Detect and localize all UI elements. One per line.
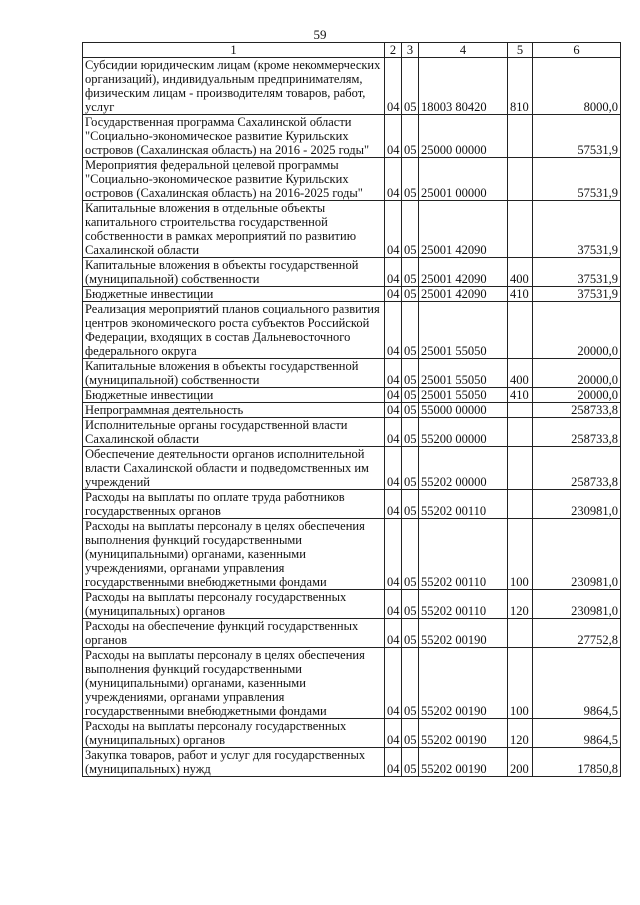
row-subsection-code: 05 <box>402 388 419 403</box>
row-subsection-code: 05 <box>402 58 419 115</box>
row-expense-type-code <box>508 302 533 359</box>
table-row <box>83 258 621 287</box>
row-target-code: 55000 00000 <box>419 403 508 418</box>
row-target-code: 25001 42090 <box>419 201 508 258</box>
row-description: Расходы на выплаты персоналу государственных (муниципальных) органов <box>83 590 385 619</box>
row-description: Капитальные вложения в отдельные объекты капитального строительства государственной собственности в рамках мероприятий по развитию Сахалинской области <box>83 201 385 258</box>
page-number: 59 <box>313 27 327 42</box>
row-section-code: 04 <box>385 403 402 418</box>
row-section-code: 04 <box>385 302 402 359</box>
row-amount: 258733,8 <box>533 418 621 447</box>
row-expense-type-code <box>508 115 533 158</box>
row-description: Бюджетные инвестиции <box>83 388 385 403</box>
table-row <box>83 359 621 388</box>
row-amount: 258733,8 <box>533 447 621 490</box>
row-target-code: 55202 00000 <box>419 447 508 490</box>
row-expense-type-code <box>508 418 533 447</box>
row-expense-type-code <box>508 447 533 490</box>
row-subsection-code: 05 <box>402 403 419 418</box>
row-amount: 230981,0 <box>533 590 621 619</box>
row-amount: 17850,8 <box>533 748 621 777</box>
row-subsection-code: 05 <box>402 359 419 388</box>
row-subsection-code: 05 <box>402 258 419 287</box>
column-header-3: 3 <box>402 43 419 58</box>
row-subsection-code: 05 <box>402 748 419 777</box>
row-subsection-code: 05 <box>402 201 419 258</box>
row-section-code: 04 <box>385 519 402 590</box>
row-expense-type-code: 120 <box>508 590 533 619</box>
row-section-code: 04 <box>385 201 402 258</box>
row-amount: 57531,9 <box>533 115 621 158</box>
row-expense-type-code <box>508 403 533 418</box>
row-target-code: 25000 00000 <box>419 115 508 158</box>
row-description: Непрограммная деятельность <box>83 403 385 418</box>
row-amount: 20000,0 <box>533 388 621 403</box>
table-row <box>83 403 621 418</box>
row-target-code: 25001 55050 <box>419 359 508 388</box>
table-header-row <box>83 43 621 58</box>
row-amount: 230981,0 <box>533 519 621 590</box>
row-section-code: 04 <box>385 590 402 619</box>
row-description: Государственная программа Сахалинской области "Социально-экономическое развитие Курильских островов (Сахалинская область) на 2016 - 2025 годы" <box>83 115 385 158</box>
row-description: Реализация мероприятий планов социального развития центров экономического роста субъектов Российской Федерации, входящих в состав Дальневосточного федерального округа <box>83 302 385 359</box>
row-expense-type-code <box>508 158 533 201</box>
row-section-code: 04 <box>385 359 402 388</box>
row-amount: 37531,9 <box>533 258 621 287</box>
row-section-code: 04 <box>385 115 402 158</box>
row-amount: 57531,9 <box>533 158 621 201</box>
table-row <box>83 490 621 519</box>
table-row <box>83 158 621 201</box>
table-row <box>83 287 621 302</box>
row-expense-type-code: 410 <box>508 388 533 403</box>
row-expense-type-code <box>508 490 533 519</box>
row-target-code: 25001 42090 <box>419 258 508 287</box>
row-expense-type-code: 410 <box>508 287 533 302</box>
row-section-code: 04 <box>385 447 402 490</box>
row-amount: 20000,0 <box>533 302 621 359</box>
row-description: Субсидии юридическим лицам (кроме некоммерческих организаций), индивидуальным предпринимателям, физическим лицам - производителям товаров, работ, услуг <box>83 58 385 115</box>
table-row <box>83 619 621 648</box>
row-description: Мероприятия федеральной целевой программы "Социально-экономическое развитие Курильских островов (Сахалинская область) на 2016-2025 годы" <box>83 158 385 201</box>
row-description: Расходы на выплаты персоналу в целях обеспечения выполнения функций государственными (муниципальными) органами, казенными учреждениями, органами управления государственными внебюджетными фондами <box>83 648 385 719</box>
row-subsection-code: 05 <box>402 619 419 648</box>
row-section-code: 04 <box>385 648 402 719</box>
row-subsection-code: 05 <box>402 158 419 201</box>
table-row <box>83 201 621 258</box>
row-subsection-code: 05 <box>402 302 419 359</box>
row-description: Расходы на выплаты персоналу государственных (муниципальных) органов <box>83 719 385 748</box>
row-expense-type-code: 100 <box>508 519 533 590</box>
row-subsection-code: 05 <box>402 490 419 519</box>
row-target-code: 25001 00000 <box>419 158 508 201</box>
table-row <box>83 302 621 359</box>
row-expense-type-code: 400 <box>508 258 533 287</box>
row-target-code: 25001 42090 <box>419 287 508 302</box>
row-amount: 37531,9 <box>533 287 621 302</box>
table-row <box>83 648 621 719</box>
table-row <box>83 115 621 158</box>
row-section-code: 04 <box>385 619 402 648</box>
row-target-code: 25001 55050 <box>419 302 508 359</box>
column-header-6: 6 <box>533 43 621 58</box>
row-section-code: 04 <box>385 258 402 287</box>
row-subsection-code: 05 <box>402 418 419 447</box>
row-amount: 37531,9 <box>533 201 621 258</box>
table-row <box>83 58 621 115</box>
row-description: Обеспечение деятельности органов исполнительной власти Сахалинской области и подведомственных им учреждений <box>83 447 385 490</box>
row-target-code: 25001 55050 <box>419 388 508 403</box>
row-amount: 27752,8 <box>533 619 621 648</box>
row-subsection-code: 05 <box>402 447 419 490</box>
row-description: Капитальные вложения в объекты государственной (муниципальной) собственности <box>83 258 385 287</box>
column-header-1: 1 <box>83 43 385 58</box>
row-target-code: 18003 80420 <box>419 58 508 115</box>
row-section-code: 04 <box>385 388 402 403</box>
row-description: Расходы на обеспечение функций государственных органов <box>83 619 385 648</box>
row-subsection-code: 05 <box>402 590 419 619</box>
row-amount: 9864,5 <box>533 719 621 748</box>
table-row <box>83 388 621 403</box>
row-target-code: 55200 00000 <box>419 418 508 447</box>
row-subsection-code: 05 <box>402 287 419 302</box>
row-subsection-code: 05 <box>402 719 419 748</box>
row-target-code: 55202 00110 <box>419 519 508 590</box>
row-target-code: 55202 00110 <box>419 490 508 519</box>
row-expense-type-code: 120 <box>508 719 533 748</box>
row-target-code: 55202 00110 <box>419 590 508 619</box>
row-amount: 20000,0 <box>533 359 621 388</box>
row-section-code: 04 <box>385 748 402 777</box>
table-row <box>83 748 621 777</box>
table-row <box>83 719 621 748</box>
table-row <box>83 519 621 590</box>
row-subsection-code: 05 <box>402 115 419 158</box>
row-amount: 8000,0 <box>533 58 621 115</box>
row-expense-type-code: 200 <box>508 748 533 777</box>
row-amount: 258733,8 <box>533 403 621 418</box>
row-section-code: 04 <box>385 158 402 201</box>
row-target-code: 55202 00190 <box>419 619 508 648</box>
table-row <box>83 590 621 619</box>
row-section-code: 04 <box>385 418 402 447</box>
row-section-code: 04 <box>385 490 402 519</box>
table-row <box>83 447 621 490</box>
row-amount: 230981,0 <box>533 490 621 519</box>
row-subsection-code: 05 <box>402 648 419 719</box>
column-header-2: 2 <box>385 43 402 58</box>
row-expense-type-code: 400 <box>508 359 533 388</box>
row-description: Расходы на выплаты персоналу в целях обеспечения выполнения функций государственными (муниципальными) органами, казенными учреждениями, органами управления государственными внебюджетными фондами <box>83 519 385 590</box>
row-expense-type-code: 810 <box>508 58 533 115</box>
column-header-5: 5 <box>508 43 533 58</box>
budget-table <box>82 42 621 777</box>
row-amount: 9864,5 <box>533 648 621 719</box>
row-description: Закупка товаров, работ и услуг для государственных (муниципальных) нужд <box>83 748 385 777</box>
row-description: Расходы на выплаты по оплате труда работников государственных органов <box>83 490 385 519</box>
row-expense-type-code <box>508 201 533 258</box>
row-section-code: 04 <box>385 719 402 748</box>
column-header-4: 4 <box>419 43 508 58</box>
row-description: Исполнительные органы государственной власти Сахалинской области <box>83 418 385 447</box>
row-section-code: 04 <box>385 58 402 115</box>
row-target-code: 55202 00190 <box>419 748 508 777</box>
row-section-code: 04 <box>385 287 402 302</box>
row-expense-type-code: 100 <box>508 648 533 719</box>
row-subsection-code: 05 <box>402 519 419 590</box>
table-row <box>83 418 621 447</box>
row-expense-type-code <box>508 619 533 648</box>
row-description: Капитальные вложения в объекты государственной (муниципальной) собственности <box>83 359 385 388</box>
row-target-code: 55202 00190 <box>419 719 508 748</box>
row-target-code: 55202 00190 <box>419 648 508 719</box>
row-description: Бюджетные инвестиции <box>83 287 385 302</box>
